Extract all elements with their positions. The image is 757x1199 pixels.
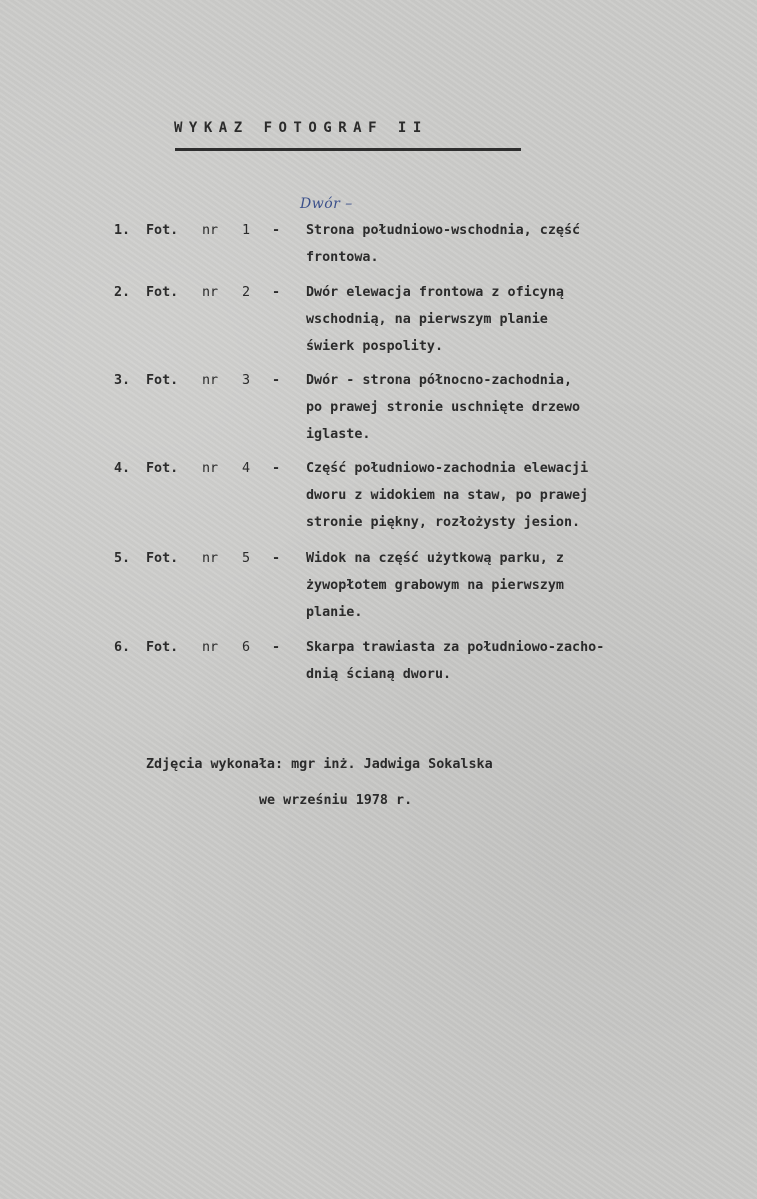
entry-fot-label: Fot. [146,551,179,566]
description-line: iglaste. [306,427,371,442]
description-line: dworu z widokiem na staw, po prawej [306,488,589,503]
entry-nr-label: nr [202,285,219,300]
entry-dash: - [272,373,281,388]
description-line: wschodnią, na pierwszym planie [306,312,548,327]
description-line: Dwór elewacja frontowa z oficyną [306,285,564,300]
description-line: Strona południowo-wschodnia, część [306,223,581,238]
entry-dash: - [272,640,281,655]
entry-fot-label: Fot. [146,285,179,300]
description-line: stronie piękny, rozłożysty jesion. [306,515,581,530]
entry-dash: - [272,551,281,566]
entry-dash: - [272,285,281,300]
photo-date: we wrześniu 1978 r. [259,793,413,808]
description-line: po prawej stronie uschnięte drzewo [306,400,581,415]
entry-number: 4. [114,461,131,476]
entry-description [306,545,716,626]
description-line: Dwór - strona północno-zachodnia, [306,373,573,388]
entry-photo-number: 4 [242,461,251,476]
entry-number: 6. [114,640,131,655]
entry-fot-label: Fot. [146,373,179,388]
entry-description [306,217,716,271]
photographer-credit: Zdjęcia wykonała: mgr inż. Jadwiga Sokalska [146,757,493,772]
description-line: żywopłotem grabowym na pierwszym [306,578,564,593]
entry-nr-label: nr [202,640,219,655]
entry-number: 2. [114,285,131,300]
entry-dash: - [272,223,281,238]
document-title: WYKAZ FOTOGRAF II [174,120,428,136]
entry-description [306,367,716,448]
entry-nr-label: nr [202,223,219,238]
description-line: Skarpa trawiasta za południowo-zacho- [306,640,605,655]
entry-description [306,279,716,360]
entry-number: 5. [114,551,131,566]
entry-number: 1. [114,223,131,238]
entry-nr-label: nr [202,551,219,566]
entry-photo-number: 5 [242,551,251,566]
description-line: dnią ścianą dworu. [306,667,452,682]
description-line: Część południowo-zachodnia elewacji [306,461,589,476]
entry-fot-label: Fot. [146,461,179,476]
entry-number: 3. [114,373,131,388]
entry-photo-number: 3 [242,373,251,388]
handwritten-annotation: Dwór – [300,196,353,212]
entry-photo-number: 6 [242,640,251,655]
description-line: planie. [306,605,363,620]
title-underline [175,148,521,151]
entry-description [306,455,716,536]
entry-photo-number: 2 [242,285,251,300]
entry-nr-label: nr [202,373,219,388]
entry-photo-number: 1 [242,223,251,238]
entry-dash: - [272,461,281,476]
description-line: Widok na część użytkową parku, z [306,551,564,566]
entry-fot-label: Fot. [146,223,179,238]
entry-nr-label: nr [202,461,219,476]
entry-fot-label: Fot. [146,640,179,655]
entry-description [306,634,716,688]
description-line: frontowa. [306,250,379,265]
description-line: świerk pospolity. [306,339,444,354]
